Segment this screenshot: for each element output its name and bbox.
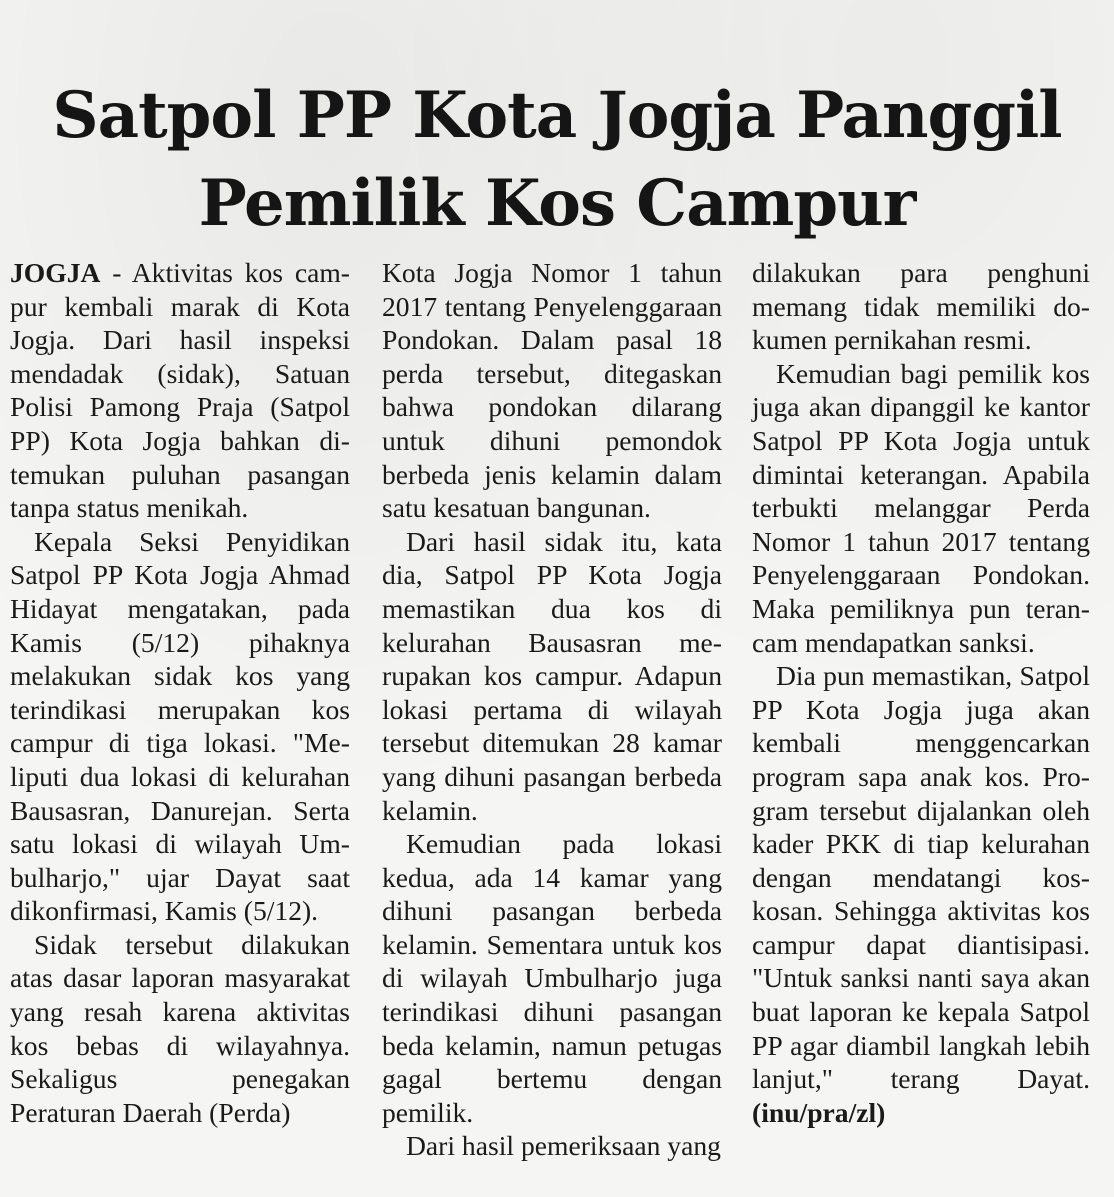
article-paragraph: Kepala Seksi Penyidikan Satpol PP Kota Jogja Ahmad Hidayat mengatakan, pada Kamis (5/12) pihaknya melakukan sidak kos yang terindikasi merupakan kos campur di tiga lokasi. "Meliputi dua lokasi di kelurahan Bausasran, Danurejan. Serta satu lokasi di wilayah Umbulharjo," ujar Dayat saat dikonfirmasi, Kamis (5/12). [10, 525, 350, 927]
byline-credit: (inu/pra/zl) [752, 1096, 886, 1128]
article-paragraph: dilakukan para penghuni memang tidak memiliki dokumen pernikahan resmi. [752, 257, 1090, 356]
article-paragraph [10, 256, 350, 525]
article-paragraph: Sidak tersebut dilakukan atas dasar laporan masyarakat yang resah karena aktivitas kos bebas di wilayahnya. Sekaligus penegakan Peraturan Daerah (Perda) [10, 928, 350, 1128]
article-column-1 [10, 256, 350, 1129]
headline-line-2: Pemilik Kos Campur [198, 166, 916, 241]
paragraph-text: - Aktivitas kos campur kembali marak di Kota Jogja. Dari hasil inspeksi mendadak (sidak), Satuan Polisi Pamong Praja (Satpol PP) Kota Jogja bahkan ditemukan puluhan pasangan tanpa status menikah. [10, 257, 350, 524]
dateline: JOGJA [10, 257, 101, 288]
article-column-2 [382, 256, 722, 1163]
paragraph-text: Dia pun memastikan, Satpol PP Kota Jogja juga akan kembali menggencarkan program sapa anak kos. Program tersebut dijalankan oleh kader PKK di tiap kelurahan dengan mendatangi kos-kosan. Sehingga aktivitas kos campur dapat diantisipasi. "Untuk sanksi nanti saya akan buat laporan ke kepala Satpol PP agar diambil langkah lebih lanjut," terang Dayat. [752, 660, 1090, 1095]
article-paragraph [752, 659, 1090, 1129]
article-paragraph: Dari hasil pemeriksaan yang [406, 1130, 721, 1162]
headline [0, 72, 1114, 248]
article-column-3 [752, 256, 1090, 1129]
article-paragraph: Kemudian pada lokasi kedua, ada 14 kamar yang dihuni pasangan berbeda kelamin. Sementara untuk kos di wilayah Umbulharjo juga terindikasi dihuni pasangan beda kelamin, namun petugas gagal bertemu dengan pemilik. [382, 828, 722, 1128]
article-paragraph: Kota Jogja Nomor 1 tahun 2017 tentang Penyelenggaraan Pondokan. Dalam pasal 18 perda tersebut, ditegaskan bahwa pondokan dilarang untuk dihuni pemondok berbeda jenis kelamin dalam satu kesatuan bangunan. [382, 257, 722, 524]
article-paragraph: Kemudian bagi pemilik kos juga akan dipanggil ke kantor Satpol PP Kota Jogja untuk dimintai keterangan. Apabila terbukti melanggar Perda Nomor 1 tahun 2017 tentang Penyelenggaraan Pondokan. Maka pemiliknya pun terancam mendapatkan sanksi. [752, 357, 1090, 658]
article-paragraph: Dari hasil sidak itu, kata dia, Satpol PP Kota Jogja memastikan dua kos di kelurahan Bausasran merupakan kos campur. Adapun lokasi pertama di wilayah tersebut ditemukan 28 kamar yang dihuni pasangan berbeda kelamin. [382, 525, 722, 826]
headline-line-1: Satpol PP Kota Jogja Panggil [52, 78, 1062, 153]
